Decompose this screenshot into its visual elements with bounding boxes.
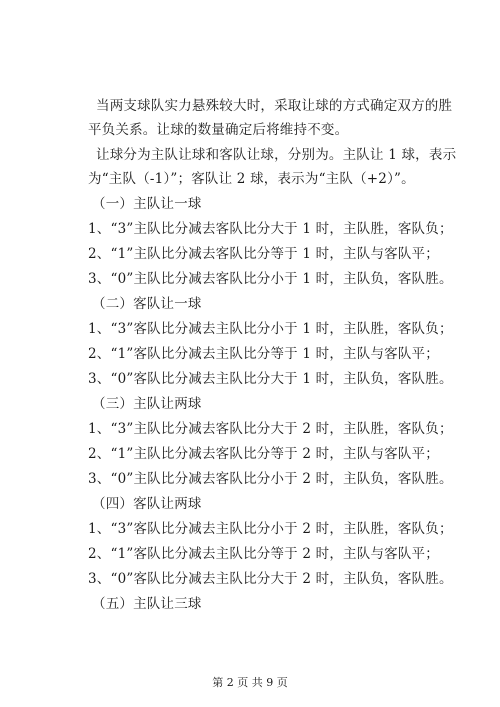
paragraph-line: 当两支球队实力悬殊较大时，采取让球的方式确定双方的胜: [96, 98, 453, 114]
section-heading: （五）主队让三球: [92, 596, 202, 612]
rule-item: 3、“0”客队比分减去主队比分大于 2 时，主队负，客队胜。: [88, 571, 453, 587]
paragraph-line: 平负关系。让球的数量确定后将维持不变。: [88, 122, 349, 138]
rule-item: 1、“3”主队比分减去客队比分大于 2 时，主队胜，客队负；: [88, 421, 453, 437]
page-footer: 第 2 页 共 9 页: [212, 676, 288, 689]
section-heading: （二）客队让一球: [92, 296, 202, 312]
section-heading: （一）主队让一球: [92, 196, 202, 212]
rule-item: 2、“1”客队比分减去主队比分等于 2 时，主队与客队平；: [88, 546, 439, 562]
rule-item: 2、“1”主队比分减去客队比分等于 1 时，主队与客队平；: [88, 246, 439, 262]
section-heading: （四）客队让两球: [92, 496, 202, 512]
section-heading: （三）主队让两球: [92, 396, 202, 412]
rule-item: 2、“1”主队比分减去客队比分等于 2 时，主队与客队平；: [88, 446, 439, 462]
rule-item: 1、“3”客队比分减去主队比分小于 1 时，主队胜，客队负；: [88, 321, 453, 337]
rule-item: 3、“0”主队比分减去客队比分小于 1 时，主队负，客队胜。: [88, 271, 453, 287]
rule-item: 3、“0”主队比分减去客队比分小于 2 时，主队负，客队胜。: [88, 471, 453, 487]
rule-item: 3、“0”客队比分减去主队比分大于 1 时，主队负，客队胜。: [88, 371, 453, 387]
paragraph-line: 让球分为主队让球和客队让球，分别为。主队让 1 球，表示: [96, 147, 457, 163]
rule-item: 2、“1”客队比分减去主队比分等于 1 时，主队与客队平；: [88, 346, 439, 362]
rule-item: 1、“3”主队比分减去客队比分大于 1 时，主队胜，客队负；: [88, 221, 453, 237]
rule-item: 1、“3”客队比分减去主队比分小于 2 时，主队胜，客队负；: [88, 521, 453, 537]
paragraph-line: 为“主队（-1）”；客队让 2 球，表示为“主队（+2）”。: [88, 171, 415, 187]
